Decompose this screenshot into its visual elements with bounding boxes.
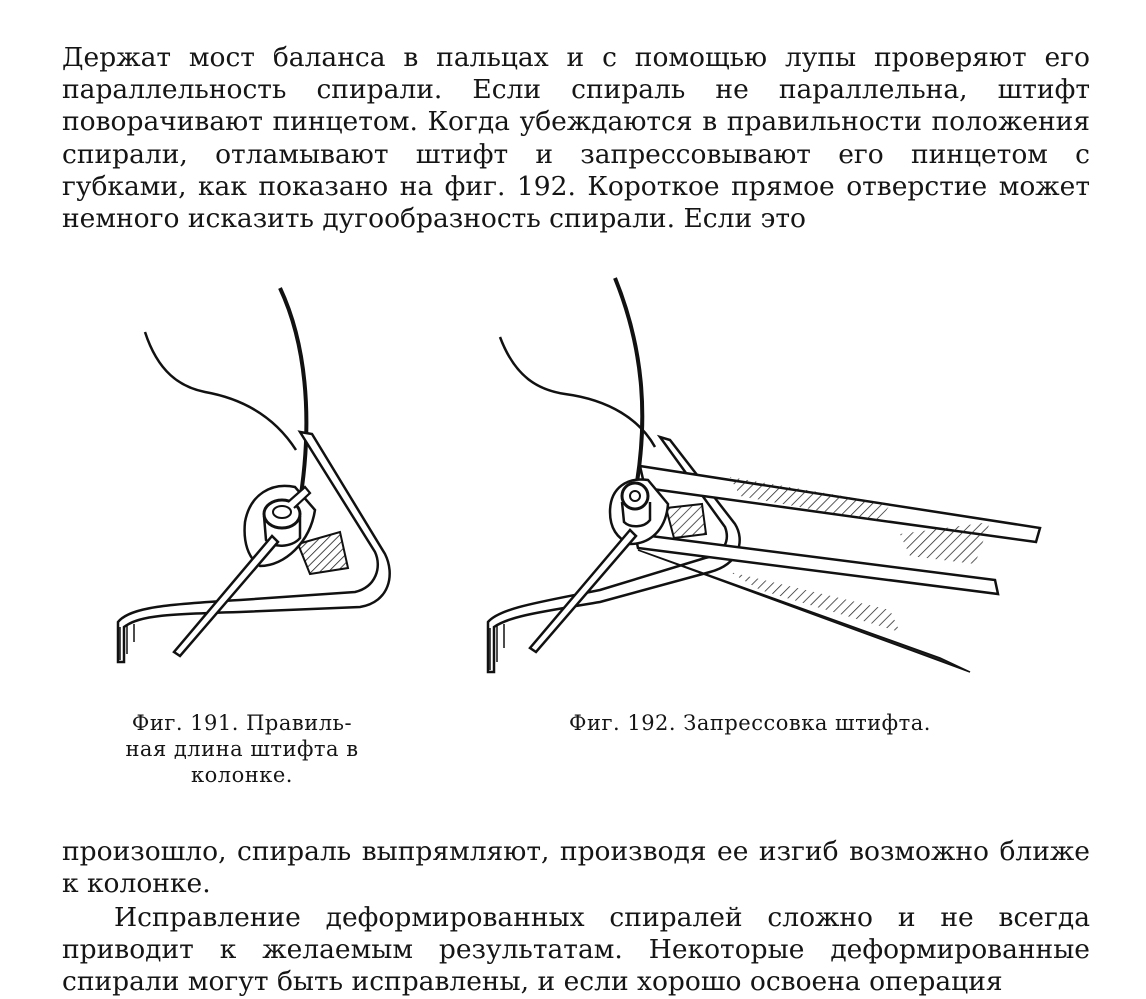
figure-191-caption-line-1: Фиг. 191. Правиль- (131, 711, 353, 735)
figure-192 (470, 272, 1050, 692)
paragraph-bottom-2: Исправление деформированных спиралей сложно и не всегда приводит к желаемым результатам. Некоторые деформированные спирали могут быть исправлены, и если хорошо освоена операция (62, 902, 1090, 998)
paragraph-top: Держат мост баланса в пальцах и с помощью лупы проверяют его параллельность спирали. Если спираль не параллельна, штифт поворачивают пинцетом. Когда убеждаются в правильности положения спирали, отламывают штифт и запрессовывают его пинцетом с губками, как показано на фиг. 192. Короткое прямое отверстие может немного исказить дугообразность спирали. Если это (62, 42, 1090, 235)
figure-192-caption (520, 710, 980, 736)
figure-191-caption (92, 710, 392, 788)
figure-191-caption-line-3: колонке. (191, 763, 293, 787)
paragraph-bottom-1: произошло, спираль выпрямляют, производя ее изгиб возможно ближе к колонке. (62, 836, 1090, 900)
figure-191 (100, 282, 400, 692)
figure-192-caption-line-1: Фиг. 192. Запрессовка штифта. (569, 711, 931, 735)
figure-191-caption-line-2: ная длина штифта в (125, 737, 359, 761)
figure-192-drawing (470, 272, 1050, 692)
figure-191-drawing (100, 282, 400, 692)
